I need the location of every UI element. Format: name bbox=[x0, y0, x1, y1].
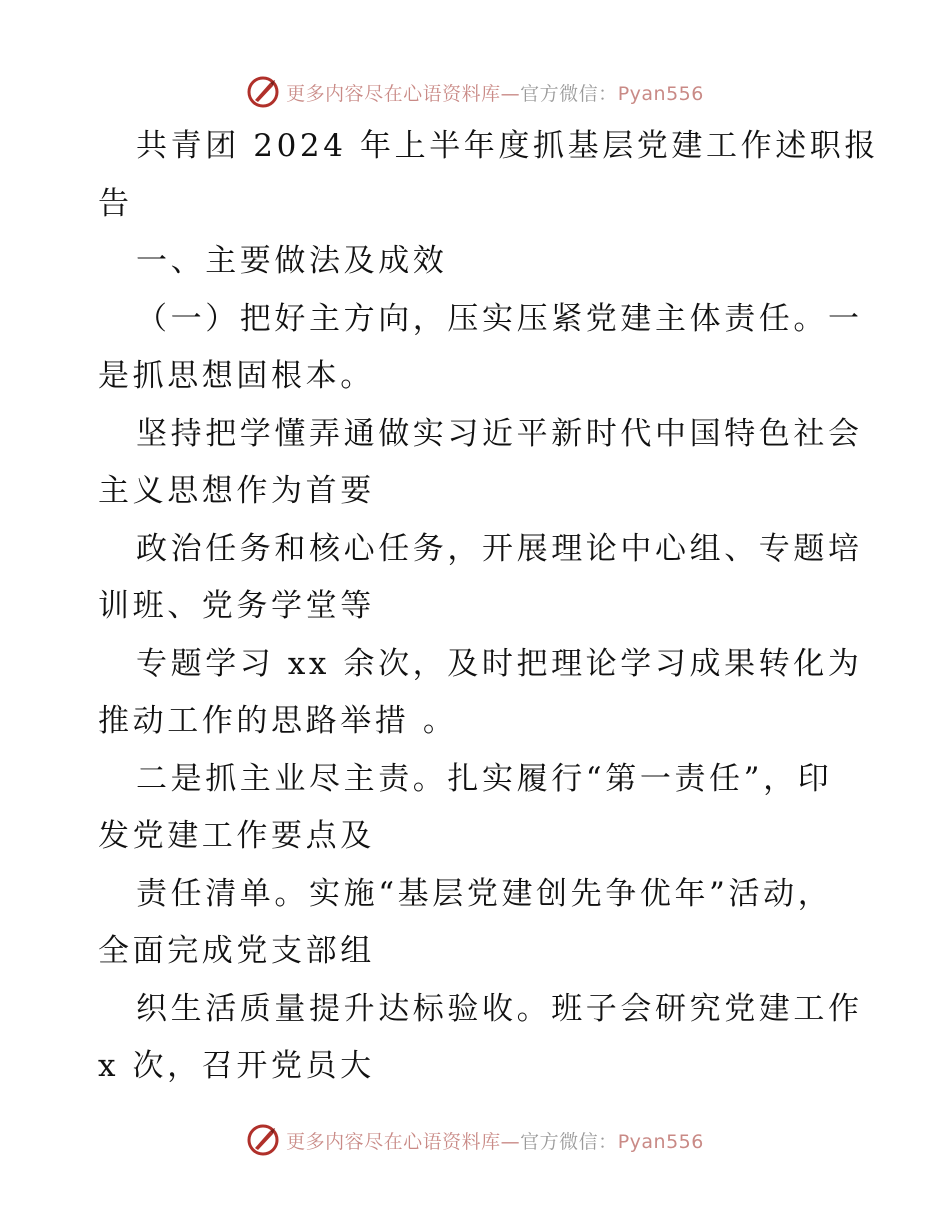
watermark-separator: — bbox=[500, 1130, 521, 1153]
document-line: 坚持把学懂弄通做实习近平新时代中国特色社会 bbox=[136, 415, 863, 452]
watermark-text bbox=[286, 79, 704, 106]
watermark-separator: — bbox=[500, 82, 521, 105]
document-line: 主义思想作为首要 bbox=[98, 473, 375, 509]
quill-seal-icon bbox=[246, 1123, 280, 1157]
watermark-text bbox=[286, 1127, 704, 1154]
document-line: x 次，召开党员大 bbox=[98, 1048, 375, 1084]
watermark-wechat-id: Pyan556 bbox=[617, 1130, 704, 1153]
watermark-site-text: 更多内容尽在心语资料库 bbox=[286, 82, 501, 105]
document-line: （一）把好主方向，压实压紧党建主体责任。一 bbox=[136, 300, 863, 337]
watermark-wechat-id: Pyan556 bbox=[617, 82, 704, 105]
footer-watermark bbox=[0, 1120, 950, 1160]
document-body bbox=[98, 118, 879, 1096]
document-line: 是抓思想固根本。 bbox=[98, 358, 375, 394]
quill-seal-icon bbox=[246, 75, 280, 109]
header-watermark bbox=[0, 72, 950, 112]
document-line: 全面完成党支部组 bbox=[98, 933, 375, 969]
document-line: 专题学习 xx 余次，及时把理论学习成果转化为 bbox=[136, 645, 863, 682]
document-line: 责任清单。实施“基层党建创先争优年”活动， bbox=[136, 875, 833, 912]
document-line: 一、主要做法及成效 bbox=[136, 243, 448, 279]
document-line: 政治任务和核心任务，开展理论中心组、专题培 bbox=[136, 530, 863, 567]
document-line: 二是抓主业尽主责。扎实履行“第一责任”，印 bbox=[136, 760, 833, 797]
document-line: 训班、党务学堂等 bbox=[98, 588, 375, 624]
document-line: 织生活质量提升达标验收。班子会研究党建工作 bbox=[136, 990, 863, 1027]
document-line: 推动工作的思路举措 。 bbox=[98, 703, 458, 739]
watermark-wechat-label: 官方微信： bbox=[520, 1130, 618, 1153]
document-line: 告 bbox=[98, 185, 133, 222]
watermark-wechat-label: 官方微信： bbox=[520, 82, 618, 105]
watermark-site-text: 更多内容尽在心语资料库 bbox=[286, 1130, 501, 1153]
document-line: 发党建工作要点及 bbox=[98, 818, 375, 854]
document-line: 共青团 2024 年上半年度抓基层党建工作述职报 bbox=[136, 128, 879, 164]
